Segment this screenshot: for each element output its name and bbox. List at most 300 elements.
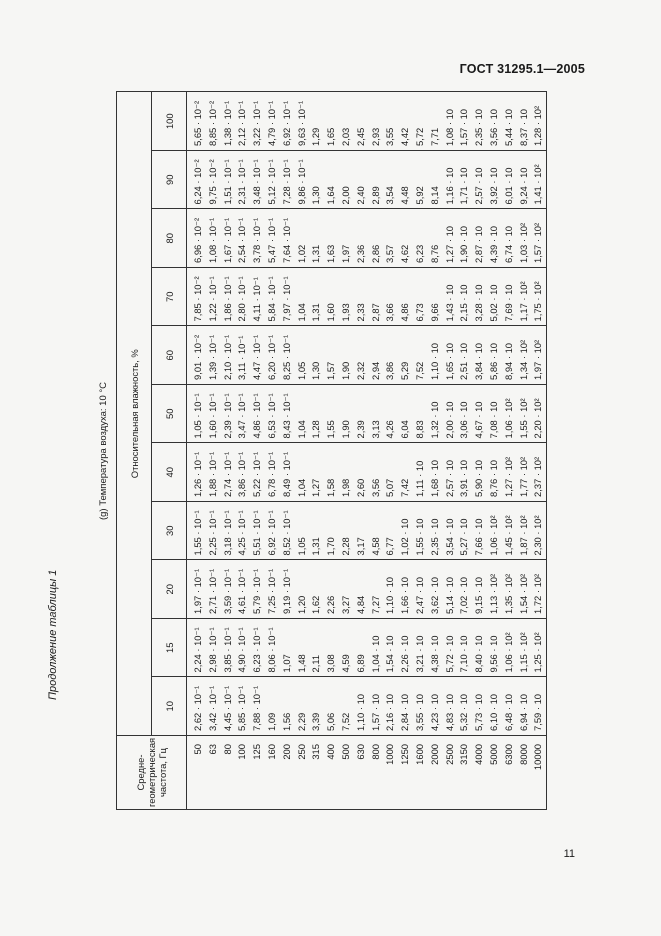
value-cell: 1,29 [309,92,324,151]
value-cell: 1,09 [265,677,280,736]
value-cell: 9,75 · 10⁻² [206,151,221,210]
table-row [295,92,310,810]
value-cell: 3,66 [383,268,398,327]
table-row [383,92,398,810]
value-cell: 2,54 · 10⁻¹ [235,209,250,268]
humidity-column-header: 80 [152,209,187,268]
table-row [250,92,265,810]
value-cell: 2,20 · 10² [531,385,546,444]
table-row [457,92,472,810]
value-cell: 2,98 · 10⁻¹ [206,619,221,678]
value-cell: 1,51 · 10⁻¹ [221,151,236,210]
value-cell: 3,13 [369,385,384,444]
value-cell: 6,78 · 10⁻¹ [265,443,280,502]
value-cell: 6,24 · 10⁻² [187,151,206,210]
value-cell: 2,93 [369,92,384,151]
value-cell: 1,31 [309,502,324,561]
value-cell: 1,06 · 10² [502,619,517,678]
value-cell: 2,62 · 10⁻¹ [187,677,206,736]
value-cell: 6,20 · 10⁻¹ [265,326,280,385]
value-cell: 2,51 · 10 [457,326,472,385]
frequency-cell: 4000 [472,736,487,810]
table-subtitle: (g) Температура воздуха: 10 °С [98,381,109,521]
value-cell: 1,60 · 10⁻¹ [206,385,221,444]
value-cell: 1,48 [295,619,310,678]
value-cell: 4,25 · 10⁻¹ [235,502,250,561]
value-cell: 2,57 · 10 [443,443,458,502]
value-cell: 6,77 [383,502,398,561]
value-cell: 1,88 · 10⁻¹ [206,443,221,502]
value-cell: 3,91 · 10 [457,443,472,502]
value-cell: 3,17 [354,502,369,561]
frequency-cell: 1600 [413,736,428,810]
value-cell: 1,30 [309,326,324,385]
value-cell: 6,23 [413,209,428,268]
value-cell: 4,84 [354,560,369,619]
frequency-cell: 630 [354,736,369,810]
value-cell: 6,96 · 10⁻² [187,209,206,268]
value-cell: 1,90 [339,385,354,444]
value-cell: 8,76 · 10 [487,443,502,502]
value-cell: 3,47 · 10⁻¹ [235,385,250,444]
value-cell: 3,54 [383,151,398,210]
value-cell: 7,42 [398,443,413,502]
value-cell: 1,05 · 10⁻¹ [187,385,206,444]
value-cell: 1,13 · 10² [487,560,502,619]
value-cell: 4,11 · 10⁻¹ [250,268,265,327]
value-cell: 5,02 · 10 [487,268,502,327]
value-cell: 3,59 · 10⁻¹ [221,560,236,619]
table-row [206,92,221,810]
value-cell: 3,92 · 10 [487,151,502,210]
value-cell: 1,98 [339,443,354,502]
value-cell: 3,78 · 10⁻¹ [250,209,265,268]
value-cell: 2,11 [309,619,324,678]
value-cell: 6,23 · 10⁻¹ [250,619,265,678]
frequency-cell: 160 [265,736,280,810]
value-cell: 1,35 · 10² [502,560,517,619]
value-cell: 1,31 [309,268,324,327]
value-cell: 7,85 · 10⁻² [187,268,206,327]
value-cell: 1,71 · 10 [457,151,472,210]
value-cell: 1,57 · 10 [369,677,384,736]
value-cell: 2,60 [354,443,369,502]
value-cell: 2,36 [354,209,369,268]
value-cell: 6,53 · 10⁻¹ [265,385,280,444]
table-row [517,92,532,810]
table-row [221,92,236,810]
value-cell: 2,87 [369,268,384,327]
table-row [324,92,339,810]
value-cell: 1,55 · 10 [413,502,428,561]
value-cell: 4,48 [398,151,413,210]
value-cell: 2,00 · 10 [443,385,458,444]
table-row [472,92,487,810]
value-cell: 1,28 [309,385,324,444]
value-cell: 1,43 · 10 [443,268,458,327]
value-cell: 5,86 · 10 [487,326,502,385]
humidity-column-header: 40 [152,443,187,502]
value-cell: 3,27 [339,560,354,619]
value-cell: 5,06 [324,677,339,736]
value-cell: 2,26 [324,560,339,619]
value-cell: 3,84 · 10 [472,326,487,385]
frequency-cell: 125 [250,736,265,810]
value-cell: 5,12 · 10⁻¹ [265,151,280,210]
value-cell: 2,37 · 10² [531,443,546,502]
table-row [354,92,369,810]
value-cell: 1,70 [324,502,339,561]
value-cell: 1,39 · 10⁻¹ [206,326,221,385]
value-cell: 3,85 · 10⁻¹ [221,619,236,678]
value-cell: 3,55 [383,92,398,151]
value-cell: 2,28 [339,502,354,561]
frequency-cell: 800 [369,736,384,810]
value-cell: 7,52 [413,326,428,385]
value-cell: 1,93 [339,268,354,327]
value-cell: 1,55 · 10⁻¹ [187,502,206,561]
value-cell: 5,84 · 10⁻¹ [265,268,280,327]
value-cell: 6,48 · 10 [502,677,517,736]
table-row [339,92,354,810]
value-cell: 9,01 · 10⁻² [187,326,206,385]
value-cell: 8,37 · 10 [517,92,532,151]
value-cell: 1,10 · 10 [428,326,443,385]
value-cell: 7,10 · 10 [457,619,472,678]
humidity-column-header: 30 [152,502,187,561]
value-cell: 4,79 · 10⁻¹ [265,92,280,151]
table-row [443,92,458,810]
value-cell: 3,18 · 10⁻¹ [221,502,236,561]
value-cell: 7,27 [369,560,384,619]
value-cell: 6,10 · 10 [487,677,502,736]
value-cell: 6,92 · 10⁻¹ [265,502,280,561]
value-cell: 1,04 [295,268,310,327]
value-cell: 8,14 [428,151,443,210]
value-cell: 4,86 · 10⁻¹ [250,385,265,444]
value-cell: 1,64 [324,151,339,210]
value-cell: 1,97 · 10² [531,326,546,385]
value-cell: 1,38 · 10⁻¹ [221,92,236,151]
humidity-column-header: 20 [152,560,187,619]
value-cell: 1,05 [295,502,310,561]
frequency-cell: 200 [280,736,295,810]
table-row [531,92,546,810]
document-header: ГОСТ 31295.1—2005 [459,62,585,76]
value-cell: 1,54 · 10 [383,619,398,678]
value-cell: 4,61 · 10⁻¹ [235,560,250,619]
value-cell: 1,26 · 10⁻¹ [187,443,206,502]
value-cell: 2,26 · 10 [398,619,413,678]
value-cell: 1,97 [339,209,354,268]
frequency-cell: 10000 [531,736,546,810]
value-cell: 1,66 · 10 [398,560,413,619]
value-cell: 4,45 · 10⁻¹ [221,677,236,736]
freq-column-header: Средне-геометрическая частота, Гц [117,736,187,810]
value-cell: 1,34 · 10² [517,326,532,385]
value-cell: 1,17 · 10² [517,268,532,327]
value-cell: 6,92 · 10⁻¹ [280,92,295,151]
humidity-header: Относительная влажность, % [117,92,152,736]
value-cell: 1,60 [324,268,339,327]
value-cell: 3,48 · 10⁻¹ [250,151,265,210]
value-cell: 7,59 · 10 [531,677,546,736]
value-cell: 5,72 · 10 [443,619,458,678]
page-number: 11 [563,848,575,860]
value-cell: 2,86 [369,209,384,268]
value-cell: 1,57 [324,326,339,385]
value-cell: 5,22 · 10⁻¹ [250,443,265,502]
value-cell: 3,55 · 10 [413,677,428,736]
value-cell: 2,35 · 10 [472,92,487,151]
table-body [187,92,547,810]
value-cell: 5,73 · 10 [472,677,487,736]
humidity-column-header: 100 [152,92,187,151]
frequency-cell: 1000 [383,736,398,810]
value-cell: 6,94 · 10 [517,677,532,736]
value-cell: 7,66 · 10 [472,502,487,561]
value-cell: 7,25 · 10⁻¹ [265,560,280,619]
value-cell: 1,62 [309,560,324,619]
value-cell: 1,30 [309,151,324,210]
value-cell: 8,25 · 10⁻¹ [280,326,295,385]
value-cell: 1,27 · 10² [502,443,517,502]
value-cell: 6,89 [354,619,369,678]
value-cell: 3,54 · 10 [443,502,458,561]
value-cell: 1,90 [339,326,354,385]
value-cell: 5,85 · 10⁻¹ [235,677,250,736]
value-cell: 1,55 · 10² [517,385,532,444]
value-cell: 2,12 · 10⁻¹ [235,92,250,151]
value-cell: 1,20 [295,560,310,619]
value-cell: 1,56 [280,677,295,736]
value-cell: 3,22 · 10⁻¹ [250,92,265,151]
value-cell: 2,33 [354,268,369,327]
table-row [502,92,517,810]
value-cell: 1,27 · 10 [443,209,458,268]
value-cell: 6,73 [413,268,428,327]
value-cell: 3,11 · 10⁻¹ [235,326,250,385]
value-cell: 2,24 · 10⁻¹ [187,619,206,678]
value-cell: 1,02 · 10 [398,502,413,561]
frequency-cell: 3150 [457,736,472,810]
value-cell: 9,15 · 10 [472,560,487,619]
value-cell: 6,74 · 10 [502,209,517,268]
value-cell: 2,80 · 10⁻¹ [235,268,250,327]
value-cell: 2,89 [369,151,384,210]
continuation-note: Продолжение таблицы 1 [47,569,59,700]
value-cell: 9,63 · 10⁻¹ [295,92,310,151]
value-cell: 4,26 [383,385,398,444]
value-cell: 4,23 · 10 [428,677,443,736]
value-cell: 1,97 · 10⁻¹ [187,560,206,619]
value-cell: 1,77 · 10² [517,443,532,502]
table-row [235,92,250,810]
value-cell: 3,39 [309,677,324,736]
value-cell: 2,03 [339,92,354,151]
value-cell: 1,65 [324,92,339,151]
value-cell: 3,62 · 10 [428,560,443,619]
frequency-cell: 2000 [428,736,443,810]
frequency-cell: 100 [235,736,250,810]
frequency-cell: 5000 [487,736,502,810]
value-cell: 1,31 [309,209,324,268]
attenuation-table [116,91,547,810]
value-cell: 4,62 [398,209,413,268]
value-cell: 8,76 [428,209,443,268]
value-cell: 2,29 [295,677,310,736]
value-cell: 3,06 · 10 [457,385,472,444]
value-cell: 2,40 [354,151,369,210]
value-cell: 8,49 · 10⁻¹ [280,443,295,502]
value-cell: 8,43 · 10⁻¹ [280,385,295,444]
value-cell: 9,66 [428,268,443,327]
frequency-cell: 8000 [517,736,532,810]
value-cell: 2,30 · 10² [531,502,546,561]
value-cell: 1,41 · 10² [531,151,546,210]
value-cell: 1,67 · 10⁻¹ [221,209,236,268]
table-row [487,92,502,810]
frequency-cell: 50 [187,736,206,810]
value-cell: 1,27 [309,443,324,502]
value-cell: 1,15 · 10² [517,619,532,678]
value-cell: 1,10 · 10 [354,677,369,736]
value-cell: 1,57 · 10 [457,92,472,151]
value-cell: 1,63 [324,209,339,268]
value-cell: 1,28 · 10² [531,92,546,151]
value-cell: 1,10 · 10 [383,560,398,619]
value-cell: 2,00 [339,151,354,210]
value-cell: 7,64 · 10⁻¹ [280,209,295,268]
value-cell: 4,86 [398,268,413,327]
humidity-column-header: 15 [152,619,187,678]
value-cell: 2,31 · 10⁻¹ [235,151,250,210]
frequency-cell: 500 [339,736,354,810]
value-cell: 2,39 · 10⁻¹ [221,385,236,444]
table-row [309,92,324,810]
frequency-cell: 6300 [502,736,517,810]
value-cell: 1,08 · 10⁻¹ [206,209,221,268]
value-cell: 1,05 [295,326,310,385]
value-cell: 4,58 [369,502,384,561]
value-cell: 5,44 · 10 [502,92,517,151]
value-cell: 3,28 · 10 [472,268,487,327]
value-cell: 2,35 · 10 [428,502,443,561]
table-row [398,92,413,810]
value-cell: 5,32 · 10 [457,677,472,736]
value-cell: 2,84 · 10 [398,677,413,736]
value-cell: 1,75 · 10² [531,268,546,327]
table-row [280,92,295,810]
value-cell: 5,47 · 10⁻¹ [265,209,280,268]
table-row [413,92,428,810]
value-cell: 2,15 · 10 [457,268,472,327]
value-cell: 1,57 · 10² [531,209,546,268]
frequency-cell: 315 [309,736,324,810]
value-cell: 1,16 · 10 [443,151,458,210]
value-cell: 1,86 · 10⁻¹ [221,268,236,327]
frequency-cell: 63 [206,736,221,810]
frequency-cell: 1250 [398,736,413,810]
value-cell: 2,10 · 10⁻¹ [221,326,236,385]
value-cell: 2,45 [354,92,369,151]
value-cell: 1,03 · 10² [517,209,532,268]
value-cell: 2,94 [369,326,384,385]
value-cell: 8,85 · 10⁻² [206,92,221,151]
value-cell: 2,16 · 10 [383,677,398,736]
value-cell: 4,83 · 10 [443,677,458,736]
humidity-column-header: 70 [152,268,187,327]
value-cell: 7,28 · 10⁻¹ [280,151,295,210]
value-cell: 8,83 [413,385,428,444]
value-cell: 1,87 · 10² [517,502,532,561]
value-cell: 2,87 · 10 [472,209,487,268]
value-cell: 4,67 · 10 [472,385,487,444]
value-cell: 3,86 · 10⁻¹ [235,443,250,502]
value-cell: 1,07 [280,619,295,678]
value-cell: 5,65 · 10⁻² [187,92,206,151]
value-cell: 1,65 · 10 [443,326,458,385]
humidity-column-header: 10 [152,677,187,736]
value-cell: 1,90 · 10 [457,209,472,268]
value-cell: 6,04 [398,385,413,444]
value-cell: 1,06 · 10² [487,502,502,561]
value-cell: 4,42 [398,92,413,151]
humidity-columns-row [152,92,187,810]
value-cell: 1,22 · 10⁻¹ [206,268,221,327]
value-cell: 4,39 · 10 [487,209,502,268]
value-cell: 8,94 · 10 [502,326,517,385]
table-row [369,92,384,810]
value-cell: 9,24 · 10 [517,151,532,210]
value-cell: 5,92 [413,151,428,210]
value-cell: 8,06 · 10⁻¹ [265,619,280,678]
value-cell: 7,71 [428,92,443,151]
value-cell: 5,51 · 10⁻¹ [250,502,265,561]
value-cell: 2,39 [354,385,369,444]
value-cell: 3,08 [324,619,339,678]
value-cell: 5,79 · 10⁻¹ [250,560,265,619]
value-cell: 1,04 [295,443,310,502]
value-cell: 1,04 · 10 [369,619,384,678]
value-cell: 1,25 · 10² [531,619,546,678]
humidity-column-header: 90 [152,151,187,210]
value-cell: 1,02 [295,209,310,268]
table-row [428,92,443,810]
value-cell: 4,47 · 10⁻¹ [250,326,265,385]
value-cell: 1,54 · 10² [517,560,532,619]
frequency-cell: 80 [221,736,236,810]
value-cell: 1,55 [324,385,339,444]
value-cell: 5,27 · 10 [457,502,472,561]
value-cell: 3,57 [383,209,398,268]
value-cell: 1,58 [324,443,339,502]
rotated-table-block [92,92,580,810]
value-cell: 9,86 · 10⁻¹ [295,151,310,210]
humidity-column-header: 50 [152,385,187,444]
value-cell: 5,07 [383,443,398,502]
value-cell: 7,88 · 10⁻¹ [250,677,265,736]
value-cell: 1,72 · 10² [531,560,546,619]
table-header-row [117,92,152,810]
humidity-column-header: 60 [152,326,187,385]
value-cell: 2,74 · 10⁻¹ [221,443,236,502]
value-cell: 4,90 · 10⁻¹ [235,619,250,678]
value-cell: 3,56 [369,443,384,502]
value-cell: 5,14 · 10 [443,560,458,619]
value-cell: 7,52 [339,677,354,736]
value-cell: 5,90 · 10 [472,443,487,502]
